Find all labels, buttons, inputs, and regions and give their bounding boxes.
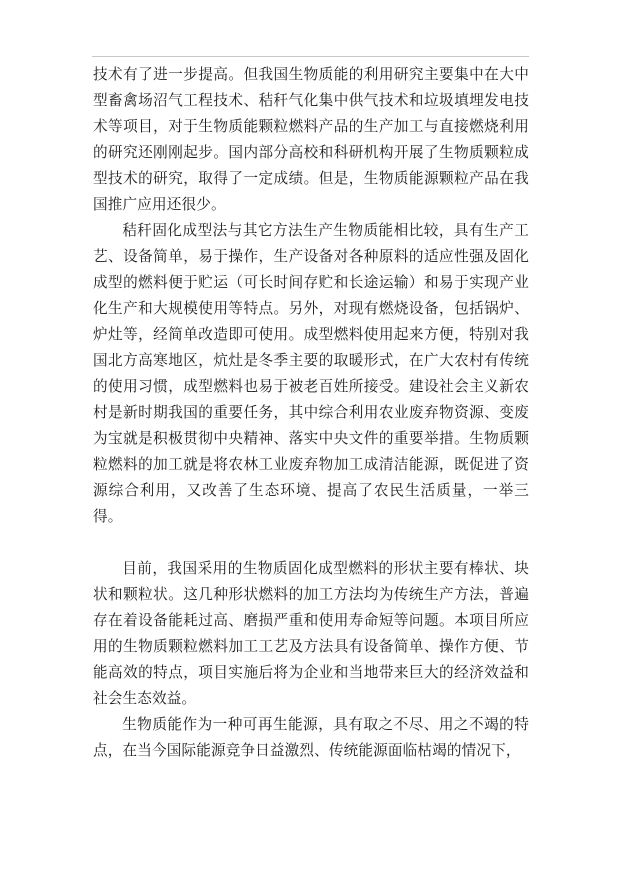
paragraph-3: 目前，我国采用的生物质固化成型燃料的形状主要有棒状、块状和颗粒状。这几种形状燃料的加工方法均为传统生产方法，普遍存在着设备能耗过高、磨损严重和使用寿命短等问题。本项目所应用的生物质颗粒燃料加工工艺及方法具有设备简单、操作方便、节能高效的特点，项目实施后将为企业和当地带来巨大的经济效益和社会生态效益。 (93, 560, 529, 707)
paragraph-2: 秸秆固化成型法与其它方法生产生物质能相比较，具有生产工艺、设备简单，易于操作，生产设备对各种原料的适应性强及固化成型的燃料便于贮运（可长时间存贮和长途运输）和易于实现产业化生产和大规模使用等特点。另外，对现有燃烧设备，包括锅炉、炉灶等，经简单改造即可使用。成型燃料使用起来方便，特别对我国北方高寒地区，炕灶是冬季主要的取暖形式，在广大农村有传统的使用习惯，成型燃料也易于被老百姓所接受。建设社会主义新农村是新时期我国的重要任务，其中综合利用农业废弃物资源、变废为宝就是积极贯彻中央精神、落实中央文件的重要举措。生物质颗粒燃料的加工就是将农林工业废弃物加工成清洁能源，既促进了资源综合利用，又改善了生态环境、提高了农民生活质量，一举三得。 (93, 222, 529, 525)
paragraph-1: 技术有了进一步提高。但我国生物质能的利用研究主要集中在大中型畜禽场沼气工程技术、秸秆气化集中供气技术和垃圾填埋发电技术等项目，对于生物质能颗粒燃料产品的生产加工与直接燃烧利用的研究还刚刚起步。国内部分高校和科研机构开展了生物质颗粒成型技术的研究，取得了一定成绩。但是，生物质能源颗粒产品在我国推广应用还很少。 (93, 66, 529, 213)
header-rule (92, 56, 529, 57)
paragraph-4: 生物质能作为一种可再生能源，具有取之不尽、用之不竭的特点，在当今国际能源竞争日益激烈、传统能源面临枯竭的情况下， (93, 716, 529, 759)
paragraph-gap (93, 530, 529, 556)
document-body (93, 62, 529, 764)
